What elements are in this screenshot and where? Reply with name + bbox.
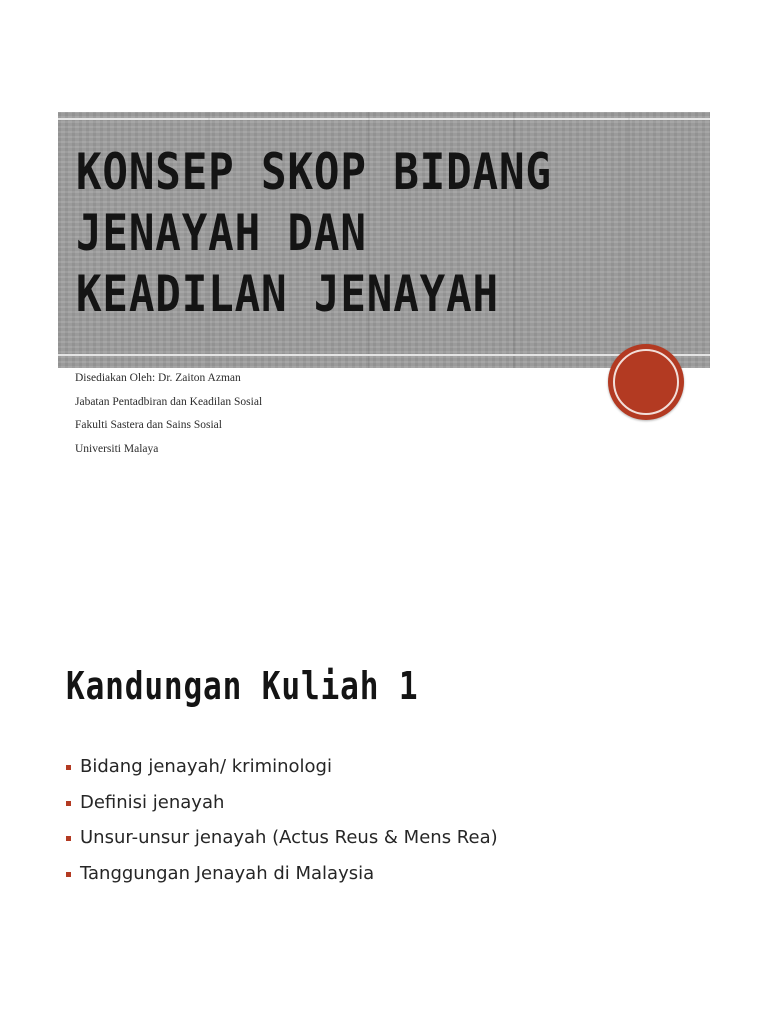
title-banner bbox=[58, 112, 710, 368]
author-block bbox=[75, 370, 262, 464]
list-item-text: Tanggungan Jenayah di Malaysia bbox=[80, 862, 375, 884]
list-item-text: Definisi jenayah bbox=[80, 791, 225, 813]
bullet-square-icon bbox=[66, 836, 71, 841]
list-item-text: Unsur-unsur jenayah (Actus Reus & Mens Rea) bbox=[80, 827, 498, 848]
bullet-square-icon bbox=[66, 872, 71, 877]
list-item-text: Bidang jenayah/ kriminologi bbox=[80, 756, 332, 777]
badge-ring bbox=[613, 349, 679, 415]
author-faculty: Fakulti Sastera dan Sains Sosial bbox=[75, 419, 222, 431]
author-university: Universiti Malaya bbox=[75, 442, 159, 455]
bullet-square-icon bbox=[66, 801, 71, 806]
list-item bbox=[66, 756, 498, 792]
author-name: Disediakan Oleh: Dr. Zaiton Azman bbox=[75, 372, 241, 384]
section-title: Kandungan Kuliah 1 bbox=[66, 664, 419, 708]
main-title: KONSEP SKOP BIDANG JENAYAH DAN KEADILAN JENAYAH bbox=[76, 143, 552, 323]
list-item bbox=[66, 827, 498, 863]
banner-bottom-rule bbox=[58, 354, 710, 356]
decorative-circle-badge bbox=[608, 344, 684, 420]
author-department: Jabatan Pentadbiran dan Keadilan Sosial bbox=[75, 395, 263, 408]
list-item bbox=[66, 863, 498, 899]
bullet-square-icon bbox=[66, 765, 71, 770]
banner-top-rule bbox=[58, 118, 710, 120]
banner-texture bbox=[628, 112, 630, 368]
contents-list bbox=[66, 756, 498, 898]
contents-slide bbox=[0, 620, 768, 1024]
list-item bbox=[66, 792, 498, 828]
